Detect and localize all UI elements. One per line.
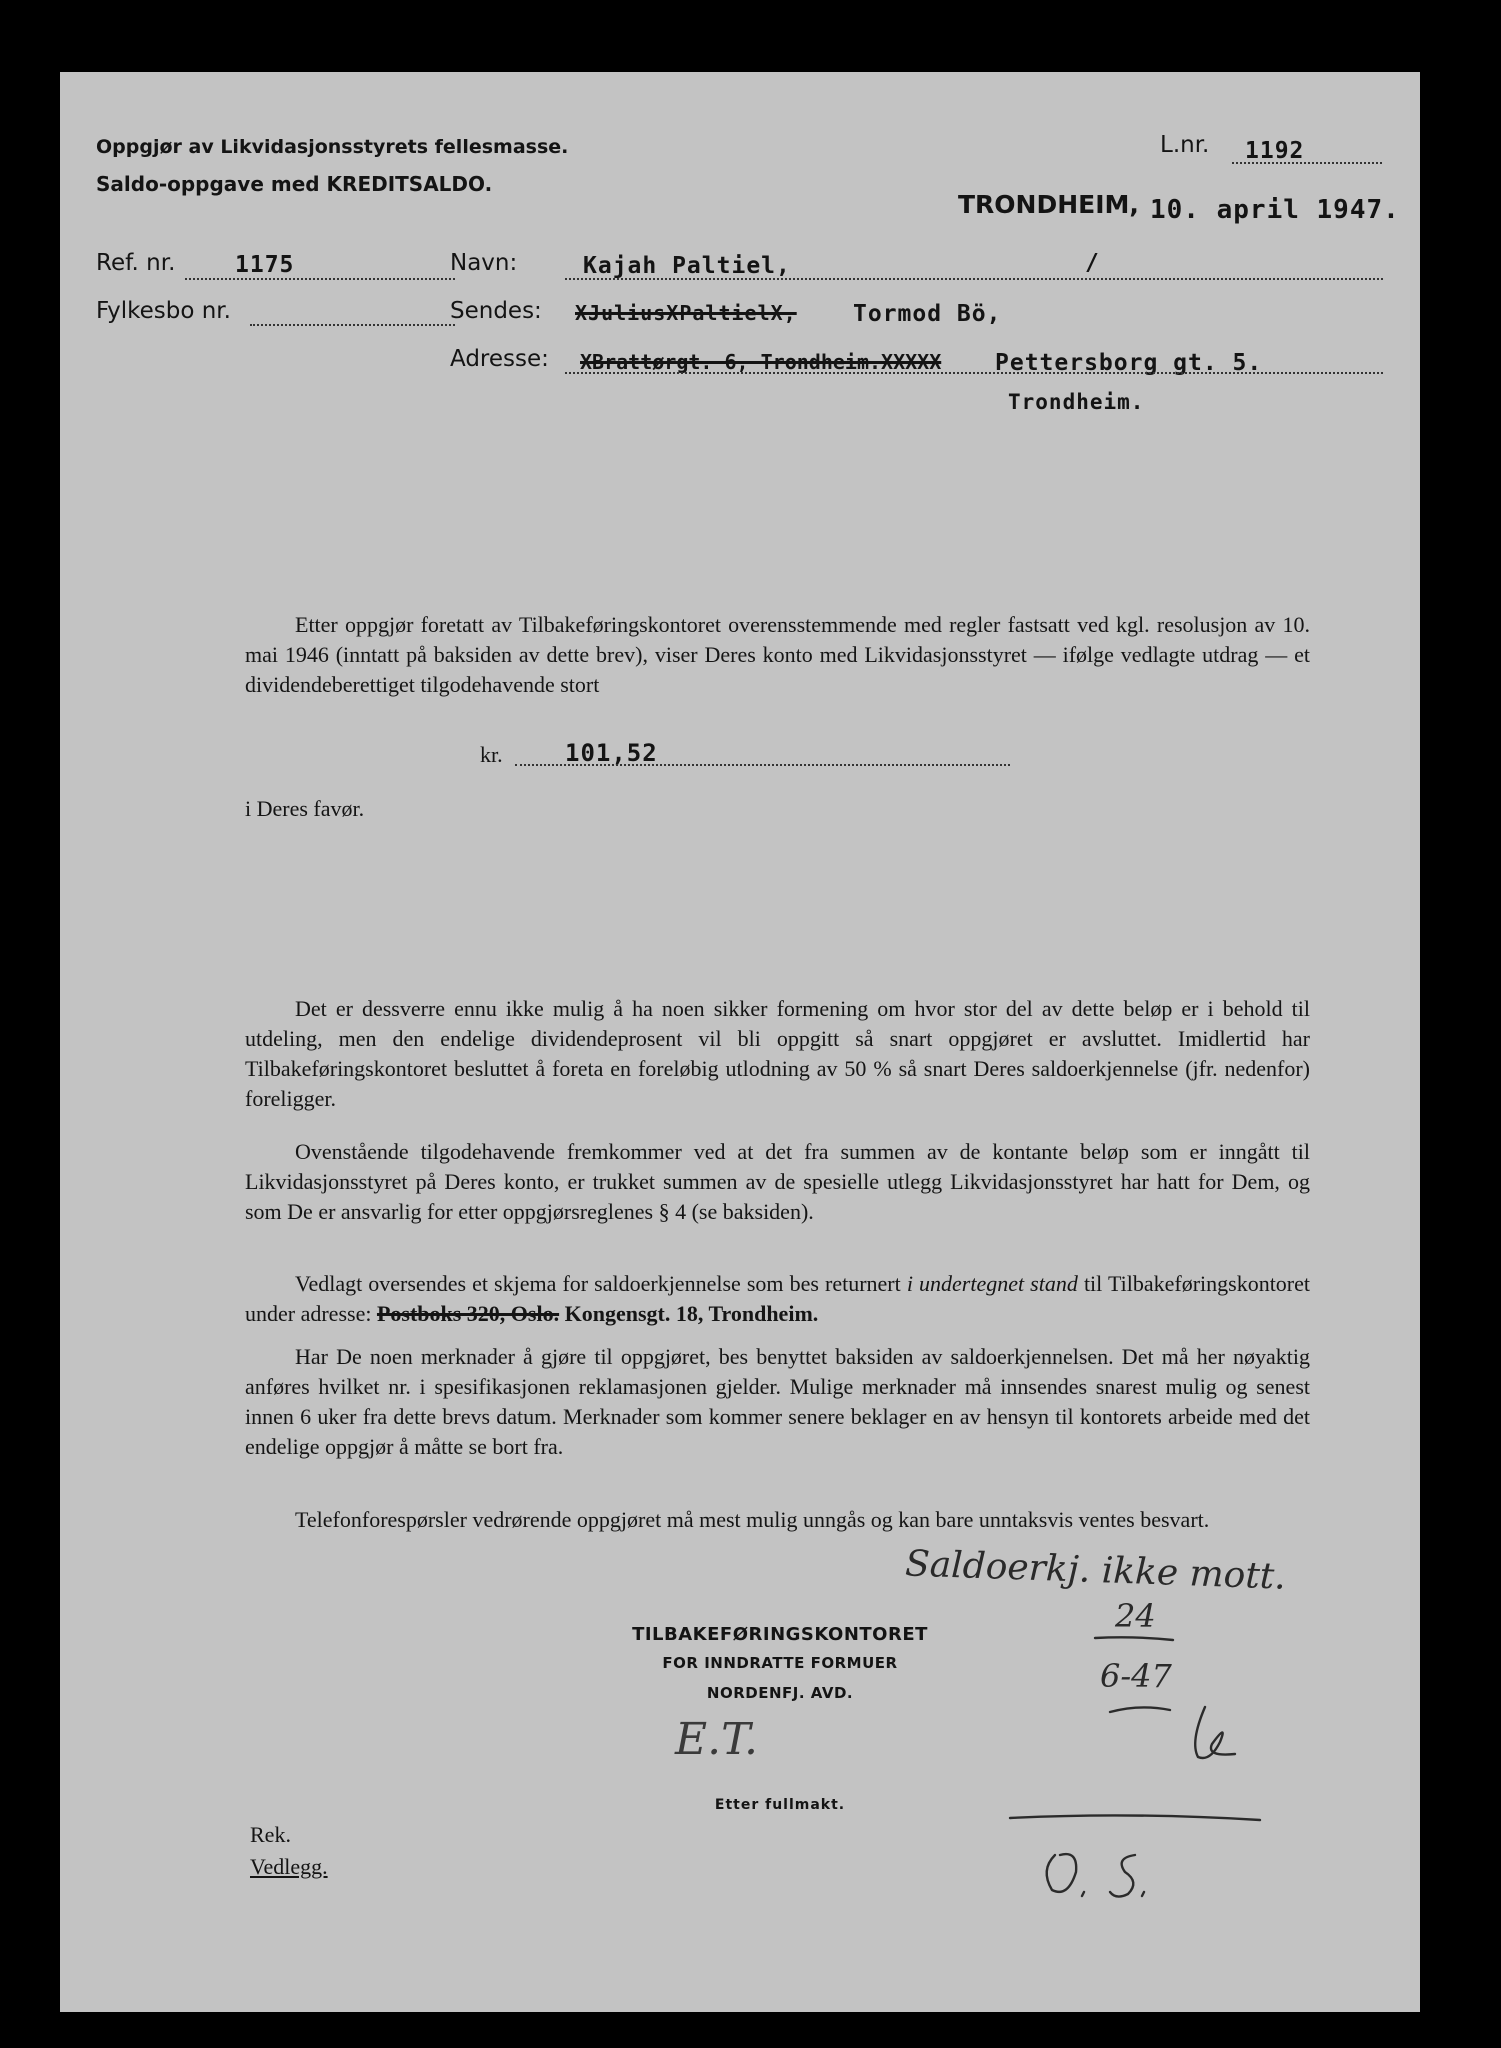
fullmakt-text: Etter fullmakt.	[714, 1797, 846, 1813]
navn-label: Navn:	[450, 250, 518, 276]
stamp-line-3: NORDENFJ. AVD.	[706, 1684, 854, 1702]
ref-dotted-line	[185, 278, 455, 280]
navn-slash: /	[1085, 250, 1100, 276]
handwritten-paraph	[1110, 1702, 1250, 1772]
handwritten-os-signature	[1010, 1810, 1270, 1910]
letter-page	[60, 72, 1420, 2012]
navn-value: Kajah Paltiel,	[583, 253, 791, 279]
adresse-city: Trondheim.	[1008, 390, 1145, 414]
amount-dotted-line	[515, 764, 1010, 766]
vedlegg-label: Vedlegg.	[250, 1854, 328, 1879]
sendes-label: Sendes:	[450, 298, 542, 324]
adresse-label: Adresse:	[450, 346, 549, 372]
handwritten-day: 24	[1115, 1597, 1156, 1635]
stamp-line-2: FOR INNDRATTE FORMUER	[662, 1654, 898, 1672]
lnr-label: L.nr.	[1160, 132, 1210, 158]
initials-signature: E.T.	[675, 1714, 758, 1765]
paragraph-dividend: Det er dessverre ennu ikke mulig å ha noen sikker formening om hvor stor del av dette beløp er i behold til utdeling, men den endelige dividendeprosent vil bli oppgitt så snart oppgjøret er avsluttet. Imidlertid har Tilbakeføringskontoret besluttet å foreta en foreløbig utlodning av 50 % så snart Deres saldoerkjennelse (jfr. nedenfor) foreligger.	[245, 996, 1310, 1111]
lnr-dotted-line	[1232, 162, 1382, 164]
adresse-dotted-line	[565, 372, 1383, 374]
adresse-struck: XBrattørgt. 6, Trondheim.XXXXX	[580, 350, 942, 374]
sendes-value: Tormod Bö,	[853, 301, 1002, 327]
struck-address: Postboks 320, Oslo.	[376, 1301, 560, 1326]
navn-dotted-line	[565, 278, 1383, 280]
ref-label: Ref. nr.	[96, 250, 176, 276]
paragraph-calculation: Ovenstående tilgodehavende fremkommer ved at det fra summen av de kontante beløp som er inngått til Likvidasjonsstyret på Deres konto, er trukket summen av de spesielle utlegg Likvidasjonsstyret har hatt for Dem, og som De er ansvarlig for etter oppgjørsreglenes § 4 (se baksiden).	[245, 1139, 1310, 1224]
form-text-b: til Tilbakeføringskontoret under adresse:	[245, 1271, 1311, 1326]
paragraph-telephone: Telefonforespørsler vedrørende oppgjøret må mest mulig unngås og kan bare unntaksvis ventes besvart.	[295, 1507, 1210, 1532]
rek-label: Rek.	[250, 1822, 291, 1847]
org-line: Oppgjør av Likvidasjonsstyrets fellesmasse.	[96, 136, 569, 158]
date: 10. april 1947.	[1150, 195, 1400, 225]
form-text-italic: i undertegnet stand	[906, 1271, 1078, 1296]
adresse-value: Pettersborg gt. 5.	[995, 350, 1263, 376]
handwritten-underline	[1095, 1634, 1175, 1644]
fylkesbo-label: Fylkesbo nr.	[96, 298, 231, 324]
form-text-a: Vedlagt oversendes et skjema for saldoerkjennelse som bes returnert	[295, 1271, 901, 1296]
place: TRONDHEIM,	[958, 190, 1139, 219]
amount-label: kr.	[480, 742, 503, 767]
paragraph-intro: Etter oppgjør foretatt av Tilbakeføringskontoret overensstemmende med regler fastsatt ved kgl. resolusjon av 10. mai 1946 (inntatt på baksiden av dette brev), viser Deres konto med Likvidasjonsstyret — ifølge vedlagte utdrag — et dividendeberettiget tilgodehavende stort	[245, 612, 1310, 697]
paragraph-form	[245, 1269, 1310, 1329]
favor-text: i Deres favør.	[245, 796, 365, 821]
new-address: Kongensgt. 18, Trondheim.	[564, 1301, 819, 1326]
paragraph-remarks: Har De noen merknader å gjøre til oppgjøret, bes benyttet baksiden av saldoerkjennelsen. Det må her nøyaktig anføres hvilket nr. i spesifikasjonen reklamasjonen gjelder. Mulige merknader må innsendes snarest mulig og senest innen 6 uker fra dette brevs datum. Merknader som kommer senere beklager en av hensyn til kontorets arbeide med det endelige oppgjør å måtte se bort fra.	[245, 1344, 1310, 1459]
fylkesbo-dotted-line	[250, 324, 455, 326]
amount-value: 101,52	[565, 739, 658, 767]
lnr-value: 1192	[1245, 138, 1305, 164]
handwritten-note: Saldoerkj. ikke mott.	[904, 1543, 1287, 1598]
stamp-line-1: TILBAKEFØRINGSKONTORET	[632, 1624, 928, 1645]
sendes-struck-name: XJuliusXPaltielX,	[575, 301, 797, 325]
handwritten-month-year: 6-47	[1100, 1657, 1172, 1695]
doc-type: Saldo-oppgave med KREDITSALDO.	[96, 172, 493, 196]
ref-value: 1175	[235, 252, 295, 278]
